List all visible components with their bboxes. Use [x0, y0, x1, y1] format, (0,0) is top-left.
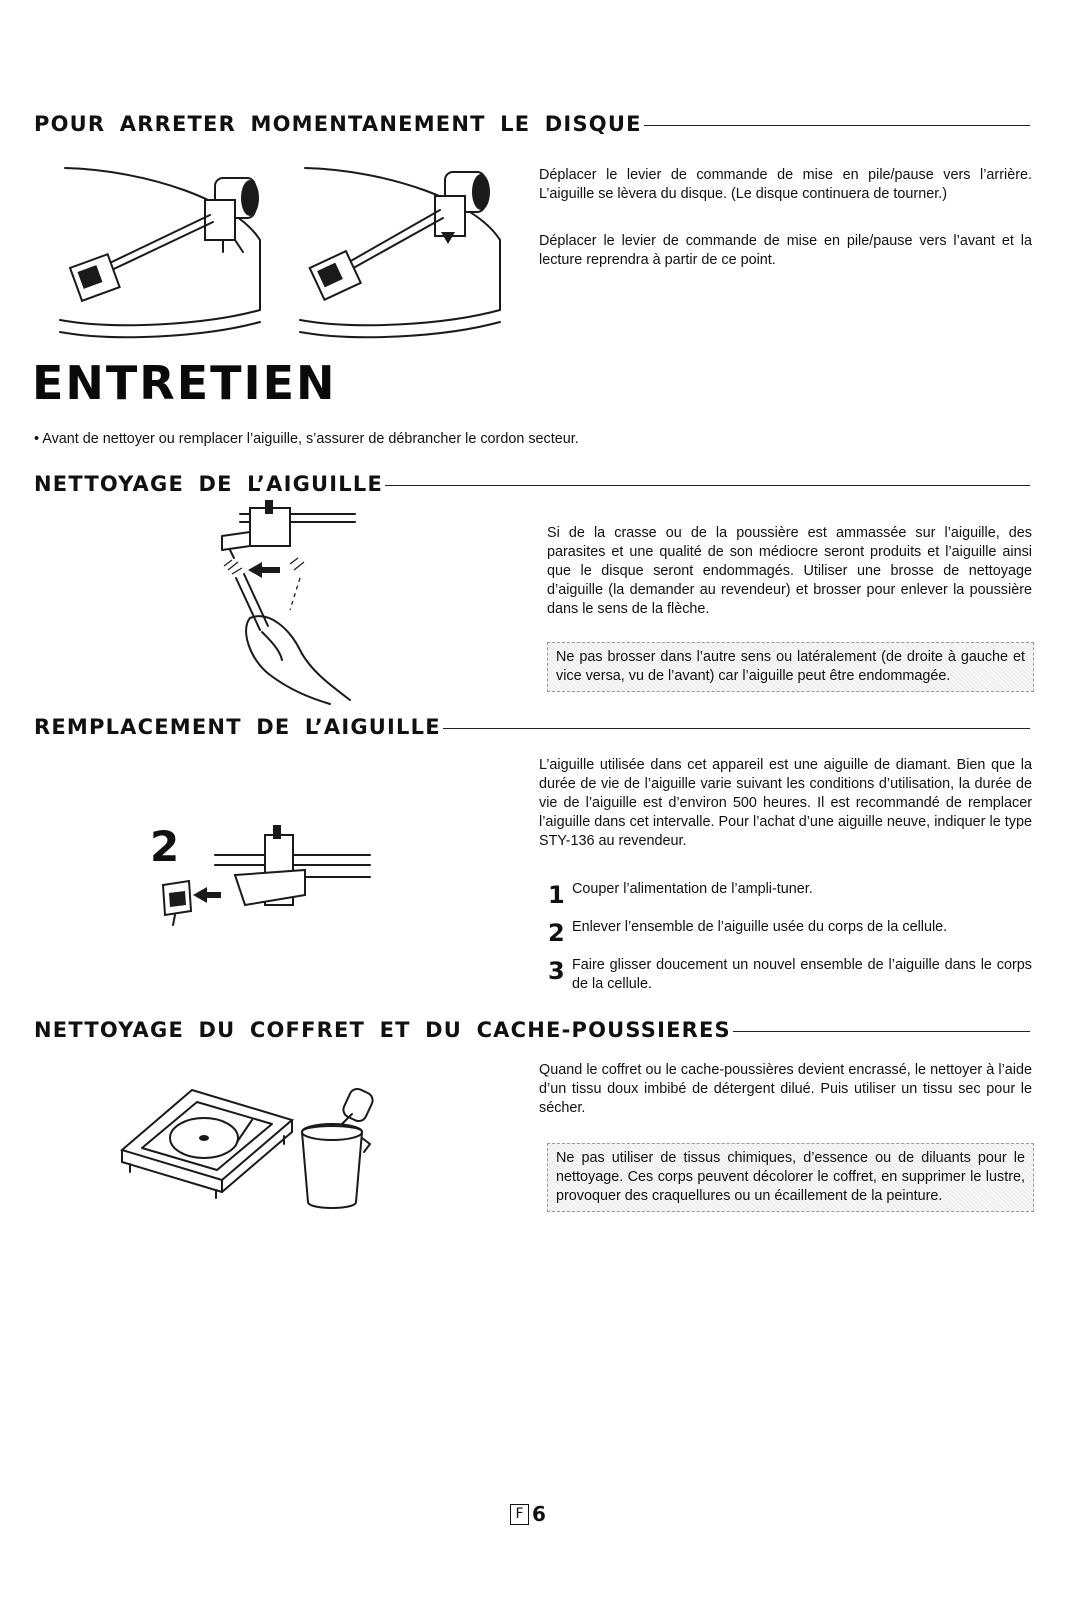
tonearm-lowered-illustration: [55, 160, 270, 345]
cabinet-cleaning-illustration: [112, 1080, 412, 1215]
page-title: ENTRETIEN: [32, 356, 337, 410]
language-box: F: [510, 1504, 529, 1525]
figure-step-number: 2: [150, 822, 180, 871]
needle-cleaning-warning-note: Ne pas brosser dans l’autre sens ou latéralement (de droite à gauche et vice versa, vu de l’avant) car l’aiguille peut être endommagée.: [547, 642, 1034, 692]
page-number: [510, 1502, 546, 1526]
step-2-text: Enlever l’ensemble de l’aiguille usée du corps de la cellule.: [572, 919, 948, 935]
heading-text: NETTOYAGE DU COFFRET ET DU CACHE-POUSSIERES: [34, 1018, 731, 1042]
needle-replacement-paragraph: L’aiguille utilisée dans cet appareil est une aiguille de diamant. Bien que la durée de vie de l’aiguille varie suivant les conditions d’utilisation, la durée de vie de l’aiguille est d’environ 500 heures. Il est recommandé de remplacer l’aiguille dans cet intervalle. Pour l’achat d’une aiguille neuve, indiquer le type STY-136 au revendeur.: [539, 757, 1032, 849]
pause-paragraph-1: Déplacer le levier de commande de mise en pile/pause vers l’arrière. L’aiguille se lèvera du disque. (Le disque continuera de tourner.): [539, 167, 1032, 202]
safety-bullet-text: Avant de nettoyer ou remplacer l’aiguille, s’assurer de débrancher le cordon secteur.: [42, 431, 579, 447]
needle-replacement-illustration: [155, 825, 375, 935]
tonearm-raised-illustration: [295, 160, 510, 345]
heading-rule: [644, 125, 1030, 126]
safety-bullet: [34, 430, 579, 449]
section-heading-cabinet-cleaning: [34, 1018, 1030, 1042]
heading-text: REMPLACEMENT DE L’AIGUILLE: [34, 715, 441, 739]
step-1-number: 1: [548, 881, 565, 909]
cabinet-cleaning-warning-note: Ne pas utiliser de tissus chimiques, d’essence ou de diluants pour le nettoyage. Ces corps peuvent décolorer le coffret, en supprimer le lustre, provoquer des craquellures ou un écaillement de la peinture.: [547, 1143, 1034, 1212]
step-3: [548, 956, 1032, 994]
heading-rule: [733, 1031, 1030, 1032]
heading-rule: [385, 485, 1030, 486]
heading-text: NETTOYAGE DE L’AIGUILLE: [34, 472, 383, 496]
bullet-dot: •: [34, 431, 40, 447]
step-1-text: Couper l’alimentation de l’ampli-tuner.: [572, 881, 813, 897]
step-3-number: 3: [548, 957, 565, 985]
pause-paragraph-2: Déplacer le levier de commande de mise en pile/pause vers l’avant et la lecture reprendra à partir de ce point.: [539, 233, 1032, 268]
step-3-text: Faire glisser doucement un nouvel ensemble de l’aiguille dans le corps de la cellule.: [572, 957, 1032, 992]
step-1: [548, 880, 1032, 907]
needle-brush-illustration: [210, 500, 360, 705]
cabinet-cleaning-paragraph: Quand le coffret ou le cache-poussières devient encrassé, le nettoyer à l’aide d’un tissu doux imbibé de détergent dilué. Puis utiliser un tissu sec pour le sécher.: [539, 1062, 1032, 1116]
section-heading-needle-cleaning: [34, 472, 1030, 496]
section-heading-pause: [34, 112, 1030, 136]
page-number-text: 6: [532, 1502, 546, 1526]
section-heading-needle-replacement: [34, 715, 1030, 739]
heading-rule: [443, 728, 1030, 729]
step-2-number: 2: [548, 919, 565, 947]
step-2: [548, 918, 1032, 945]
heading-text: POUR ARRETER MOMENTANEMENT LE DISQUE: [34, 112, 642, 136]
needle-cleaning-paragraph: Si de la crasse ou de la poussière est ammassée sur l’aiguille, des parasites et une qualité de son médiocre seront produits et l’aiguille ainsi que le disque seront endommagés. Utiliser une brosse de nettoyage d’aiguille (la demander au revendeur) et brosser pour enlever la poussière dans le sens de la flèche.: [547, 525, 1032, 617]
